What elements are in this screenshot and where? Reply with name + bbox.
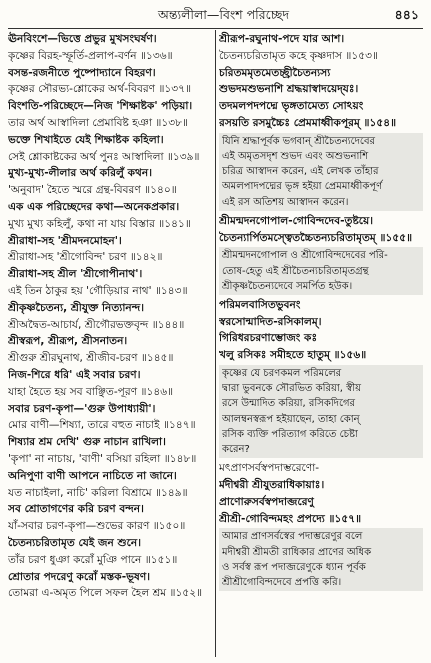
text-line: কৃষ্ণের সৌরভ্য-শ্লোকের অর্থ-বিবরণ ॥১৩৭॥ bbox=[8, 83, 192, 96]
text-line: যাহা হৈতে হয় সব বাঞ্ছিত-পূরণ ॥১৪৬॥ bbox=[8, 385, 174, 398]
translation-box bbox=[219, 247, 423, 295]
text-line: এই তিন ঠাকুর হয় 'গৌড়িয়ার নাথ' ॥১৪৩॥ bbox=[8, 284, 188, 297]
text-line: সব শ্রোতাগণের করি চরণ বন্দন। bbox=[8, 503, 144, 516]
verse-block bbox=[219, 460, 423, 527]
text-line: শ্রীরাধা-সহ 'শ্রীমদনমোহন'। bbox=[8, 234, 122, 247]
text-line: শ্রীমন্মদনগোপাল-গোবিন্দদেব-তুষ্টয়ে। bbox=[219, 214, 374, 227]
text-line: বসন্ত-রজনীতে পুষ্পোদ্যানে বিহরণ। bbox=[8, 66, 156, 79]
text-line: তদমলপদপদ্মে ভৃঙ্গতামেত্য সোঽয়ং bbox=[219, 100, 364, 113]
text-line: র্মদীশ্বরী শ্রীযুতরাধিকায়াঃ। bbox=[219, 478, 325, 491]
text-line: সবার চরণ-কৃপা—'গুরু উপাধ্যায়ী'। bbox=[8, 402, 156, 415]
text-line: শ্রীগুরু শ্রীরঘুনাথ, শ্রীজীব-চরণ ॥১৪৫॥ bbox=[8, 352, 174, 365]
text-line: অনিপুণা বাণী আপনে নাচিতে না জানে। bbox=[8, 469, 177, 482]
text-line: কৃষ্ণের যে চরণকমল পরিমলের bbox=[222, 368, 342, 380]
text-line: শ্রীরাধা-সহ শ্রীল 'শ্রীগোপীনাথ'। bbox=[8, 268, 143, 281]
text-line: তোষ-হেতু এই শ্রীচৈতন্যচরিতামৃতগ্রন্থ bbox=[222, 265, 369, 277]
text-line: শ্রীরূপ-রঘুনাথ-পদে যার আশ। bbox=[219, 33, 345, 45]
translation-box bbox=[219, 365, 423, 458]
left-column bbox=[8, 31, 213, 602]
text-line: প্রাণোরুসর্বস্বপদাব্জরেণু bbox=[219, 495, 314, 508]
text-line: মদীশ্বরী শ্রীমতী রাধিকার প্রাণের অধিক bbox=[222, 546, 372, 558]
text-line: রসিক ব্যক্তি পরিত্যাগ করিতে চেষ্টা bbox=[222, 428, 358, 440]
text-line: রসয়তি রসমুচ্চৈঃ প্রেমমাধ্বীকপূরম্ ॥১৫৪॥ bbox=[219, 116, 397, 129]
text-line: সেই শ্লোকাষ্টকের অর্থ পুনঃ আস্বাদিলা ॥১৩৯॥ bbox=[8, 150, 200, 163]
text-line: খলু রসিকঃ সমীহতে হাতুম্ ॥১৫৬॥ bbox=[219, 349, 367, 362]
text-line: চরিত্র আস্বাদন করেন, এই লেখক তাঁহার bbox=[222, 166, 379, 178]
translation-box bbox=[219, 528, 423, 591]
verse-block bbox=[219, 297, 423, 364]
text-line: শিষ্যার শ্রম দেখি' গুরু নাচান রাখিলা। bbox=[8, 436, 166, 449]
text-line: অমলপাদপদ্মের ভৃঙ্গ হইয়া প্রেমমাধ্বীকপূর্ণ bbox=[222, 181, 383, 193]
text-line: দ্বারা ভুবনকে সৌরভিত করিয়া, স্বীয় bbox=[222, 383, 361, 395]
text-line: মুখ্য মুখ্য কহিলুঁ, কথা না যায় বিস্তার ॥১৪১॥ bbox=[8, 217, 191, 230]
page-header bbox=[8, 4, 423, 26]
text-line: পরিমলবাসিতভুবনং bbox=[219, 298, 301, 311]
text-line: শ্রীশ্রীগোবিন্দদেবে প্রপত্তি করি। bbox=[222, 576, 342, 588]
text-line: এই অমৃতসদৃশ শুভদ এবং অশুভনাশি bbox=[222, 150, 369, 162]
right-column bbox=[219, 31, 423, 593]
text-line: শ্রীকৃষ্ণচৈতন্যদেবে সমর্পিত হউক। bbox=[222, 280, 353, 292]
text-line: ভক্তে শিখাইতে যেই শিক্ষাষ্টক কহিলা। bbox=[8, 133, 164, 146]
text-line: স্বরসোন্মাদিত-রসিকালম্। bbox=[219, 315, 322, 328]
header-rule bbox=[8, 28, 423, 29]
verse-block bbox=[219, 31, 423, 132]
text-line: চৈতন্যচরিতামৃত যেই জন শুনে। bbox=[8, 536, 142, 549]
text-line: যিনি শ্রদ্ধাপূর্বক ভগবান্ শ্রীচৈতন্যদেবের bbox=[222, 135, 376, 147]
text-line: যাঁ-সবার চরণ-কৃপা—শুভের কারণ ॥১৫০॥ bbox=[8, 520, 186, 533]
text-line: চরিতমমৃতমেতচ্ছ্রীচৈতন্যস্য bbox=[219, 66, 331, 79]
text-line: চৈতন্যচরিতামৃত কহে কৃষ্ণদাস ॥১৫৩॥ bbox=[219, 49, 378, 62]
chapter-title: অন্ত্যলীলা—বিংশ পরিচ্ছেদ bbox=[158, 7, 290, 22]
text-line: শ্রোতার পদরেণু করোঁ মস্তক-ভূষণ। bbox=[8, 570, 151, 583]
text-line: 'কৃপা' না নাচায়, 'বাণী' বসিয়া রহিলা ॥১৪৮॥ bbox=[8, 452, 197, 465]
text-line: আলম্বনস্বরূপ হইয়াছেন, তাহা কোন্ bbox=[222, 413, 360, 425]
text-line: নিজ-শিরে ধরি' এই সবার চরণ। bbox=[8, 368, 141, 381]
text-line: করেন? bbox=[222, 444, 250, 455]
verse-block bbox=[219, 213, 423, 247]
text-line: শ্রীমন্মদনগোপাল ও শ্রীগোবিন্দদেবের পরি- bbox=[222, 250, 388, 262]
text-line: শ্রীকৃষ্ণচৈতন্য, শ্রীযুক্ত নিত্যানন্দ। bbox=[8, 301, 145, 314]
text-line: মোর বাণী—শিষ্যা, তারে বহুত নাচাই ॥১৪৭॥ bbox=[8, 419, 196, 432]
text-line: মৎপ্রাণসর্বস্বপদাম্ভরেণো- bbox=[219, 462, 320, 475]
text-line: মুখ্য-মুখ্য-লীলার অর্থ করিলুঁ কথন। bbox=[8, 167, 152, 180]
text-line: যত নাচাইলা, নাচি' করিলা বিশ্রামে ॥১৪৯॥ bbox=[8, 486, 188, 499]
text-line: তাঁর চরণ ধুঞা করোঁ মুঞি পানে ॥১৫১॥ bbox=[8, 553, 178, 566]
text-line: শ্রীস্বরূপ, শ্রীরূপ, শ্রীসনাতন। bbox=[8, 335, 128, 348]
text-line: বিংশতি-পরিচ্ছেদে—নিজ 'শিক্ষাষ্টক' পড়িয়া। bbox=[8, 100, 193, 113]
text-line: আমার প্রাণসর্বস্বের পদাম্ভরেণুর বলে bbox=[222, 531, 363, 543]
text-line: রসে উন্মাদিত করিয়া, রসিকদিগের bbox=[222, 398, 356, 410]
text-line: ও সর্বস্ব রূপ পদাব্জরেণুকে ধ্যান পূর্বক bbox=[222, 561, 366, 573]
text-line: 'অনুবাদ' হৈতে স্মরে গ্রন্থ-বিবরণ ॥১৪০॥ bbox=[8, 184, 177, 197]
text-line: কৃষ্ণের বিরহ-স্ফূর্তি-প্রলাপ-বর্ণন ॥১৩৬॥ bbox=[8, 49, 173, 62]
text-line: শ্রীরাধা-সহ 'শ্রীগোবিন্দ' চরণ ॥১৪২॥ bbox=[8, 251, 163, 264]
text-line: শুভদমশুভনাশি শ্রদ্ধয়াস্বাদয়েদ্‌যঃ। bbox=[219, 83, 359, 96]
text-line: শ্রীশ্রী-গোবিন্দমহং প্রপদ্যে ॥১৫৭॥ bbox=[219, 512, 362, 525]
text-line: চৈতন্যার্পিতমস্ত্বেতচ্চৈতন্যচরিতামৃতম্ ॥১৫৫॥ bbox=[219, 231, 413, 244]
text-line: ঊনবিংশে—ভিত্তে প্রভুর মুখসংঘর্ষণ। bbox=[8, 33, 157, 45]
text-line: তোমরা এ-অমৃত পিলে সফল হৈল শ্রম ॥১৫২॥ bbox=[8, 587, 203, 600]
page-number: ৪৪১ bbox=[394, 7, 419, 22]
text-line: গিরিধরচরণাম্ভোজং কঃ bbox=[219, 332, 318, 345]
text-line: এক এক পরিচ্ছেদের কথা—অনেকপ্রকার। bbox=[8, 200, 180, 213]
text-line: তার অর্থ আস্বাদিলা প্রেমাবিষ্ট হঞা ॥১৩৮॥ bbox=[8, 116, 189, 129]
translation-box bbox=[219, 133, 423, 211]
text-line: এই রস অতিশয় আস্বাদন করেন। bbox=[222, 196, 349, 208]
text-line: শ্রীঅদ্বৈত-আচার্য, শ্রীগৌরভক্তবৃন্দ ॥১৪৪॥ bbox=[8, 318, 185, 331]
column-divider bbox=[215, 30, 216, 657]
